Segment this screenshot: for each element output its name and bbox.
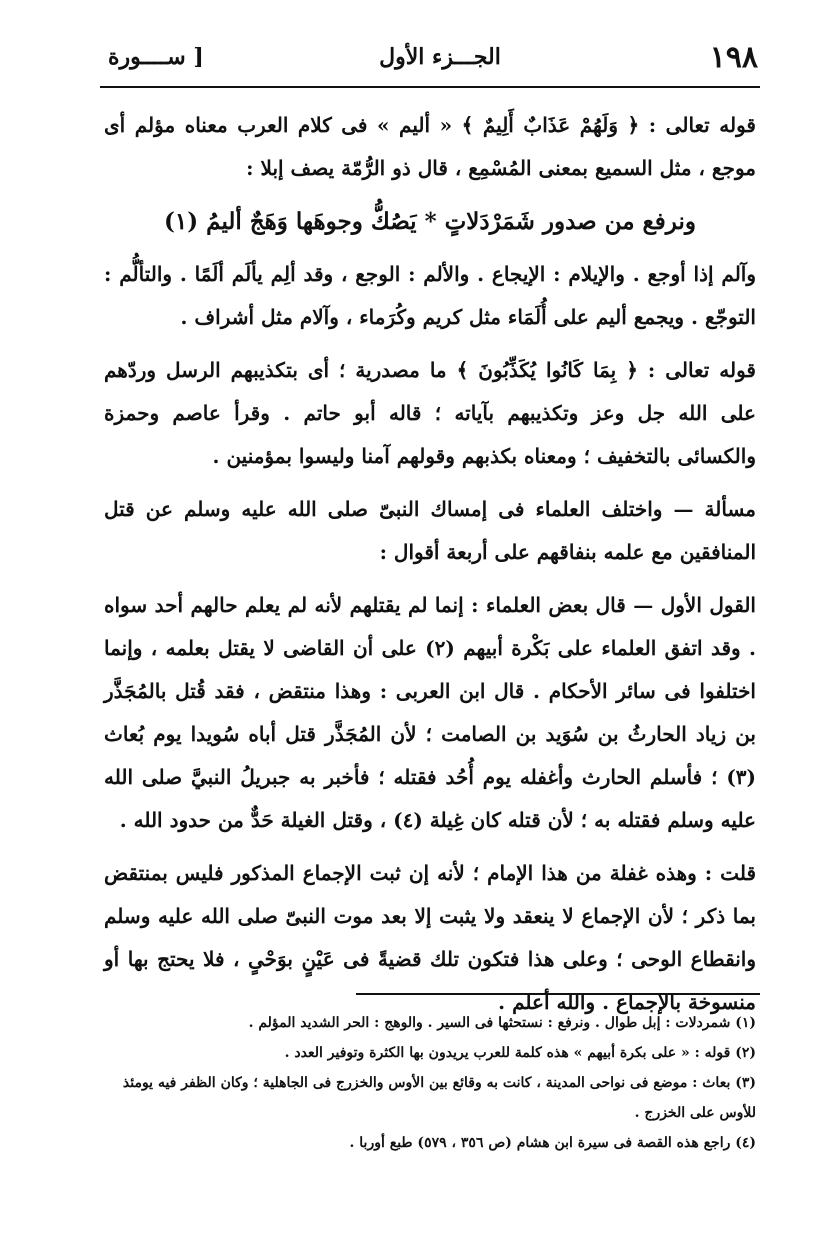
- footnotes: [104, 1008, 756, 1158]
- paragraph-masala: مسألة — واختلف العلماء فى إمساك النبىّ صلى الله عليه وسلم عن قتل المنافقين مع علمه بنفاقهم على أربعة أقوال :: [104, 497, 756, 564]
- page-header: [100, 34, 760, 84]
- paragraph-qultu: قلت : وهذه غفلة من هذا الإمام ؛ لأنه إن ثبت الإجماع المذكور فليس بمنتقض بما ذكر ؛ لأن الإجماع لا ينعقد ولا يثبت إلا بعد موت النبىّ صلى الله عليه وسلم وانقطاع الوحى ؛ وعلى هذا فتكون تلك قضيةً فى عَيْنٍ بوَحْىٍ ، فلا يحتج بها أو منسوخة بالإجماع . والله أعلم .: [104, 861, 756, 1014]
- paragraph-first-opinion: القول الأول — قال بعض العلماء : إنما لم يقتلهم لأنه لم يعلم حالهم أحد سواه . وقد اتفق العلماء على بَكْرة أبيهم (٢) على أن القاضى لا يقتل بعلمه ، وإنما اختلفوا فى سائر الأحكام . قال ابن العربى : وهذا منتقض ، فقد قُتل بالمُجَذَّر بن زياد الحارثُ بن سُوَيد بن الصامت ؛ لأن المُجَذَّر قتل أباه سُويدا يوم بُعاث (٣) ؛ فأسلم الحارث وأغفله يوم أُحُد فقتله ؛ فأخبر به جبريلُ النبيَّ صلى الله عليه وسلم فقتله به ؛ لأن قتله كان غِيلة (٤) ، وقتل الغيلة حَدٌّ من حدود الله .: [104, 593, 757, 832]
- surah-label: [ ســــورة: [108, 44, 204, 70]
- footnote-divider: [356, 993, 760, 995]
- paragraph-alam: وآلم إذا أوجع . والإيلام : الإيجاع . والألم : الوجع ، وقد ألِم يألَم ألَمًا . والتألُّم : التوجّع . ويجمع أليم على أُلَمَاء مثل كريم وكُرَماء ، وآلام مثل أشراف .: [104, 262, 756, 329]
- paragraph-alim: قوله تعالى : ﴿ وَلَهُمْ عَذَابٌ أَلِيمٌ ﴾ « أليم » فى كلام العرب معناه مؤلم أى موجع ، مثل السميع بمعنى المُسْمِع ، قال ذو الرُّمّة يصف إبلا :: [104, 113, 756, 180]
- footnote-4: (٤) راجع هذه القصة فى سيرة ابن هشام (ص ٣٥٦ ، ٥٧٩) طبع أوربا .: [349, 1135, 756, 1151]
- footnote-2: (٢) قوله : « على بكرة أبيهم » هذه كلمة للعرب يريدون بها الكثرة وتوفير العدد .: [284, 1045, 756, 1061]
- paragraph-yukadhibun: قوله تعالى : ﴿ بِمَا كَانُوا يُكَذِّبُونَ ﴾ ما مصدرية ؛ أى بتكذيبهم الرسل وردّهم على الله جل وعز وتكذيبهم بآياته ؛ قاله أبو حاتم . وقرأ عاصم وحمزة والكسائى بالتخفيف ؛ ومعناه بكذبهم وقولهم آمنا وليسوا بمؤمنين .: [104, 358, 756, 468]
- footnote-1: (١) شمردلات : إبل طوال . ونرفع : نستحثها فى السير . والوهج : الحر الشديد المؤلم .: [248, 1015, 756, 1031]
- main-text: [104, 104, 756, 1034]
- running-title: الجـــزء الأول: [379, 44, 501, 70]
- footnote-3: (٣) بعاث : موضع فى نواحى المدينة ، كانت به وقائع بين الأوس والخزرج فى الجاهلية ؛ وكان الظفر فيه يومئذ للأوس على الخزرج .: [122, 1075, 756, 1121]
- page-number: ١٩٨: [709, 40, 758, 75]
- header-divider: [100, 86, 760, 88]
- poem-verse: ونرفع من صدور شَمَرْدَلاتٍ * يَصُكُّ وجوهَها وَهَجٌ أليمُ (١): [164, 208, 696, 235]
